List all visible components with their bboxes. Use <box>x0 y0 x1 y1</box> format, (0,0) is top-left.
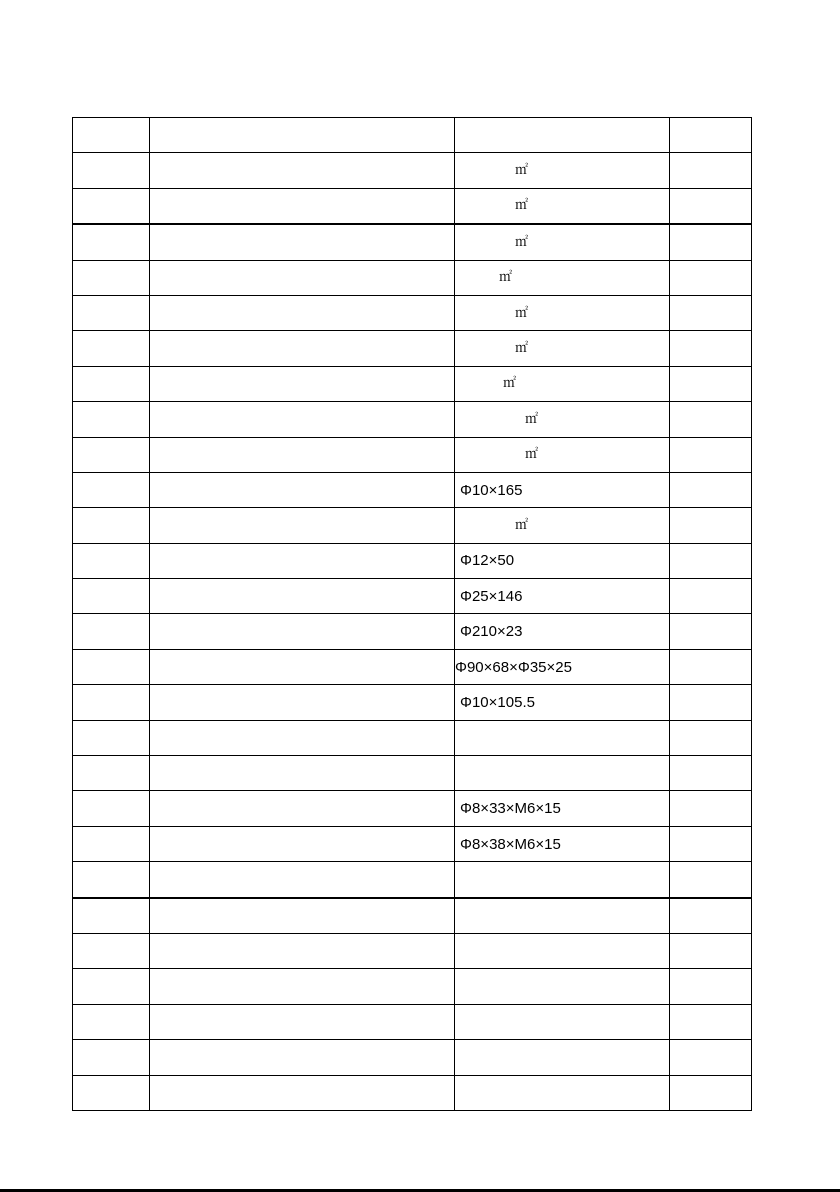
unit-square-meter: ㎡ <box>515 517 529 533</box>
index-cell <box>73 862 150 898</box>
table-row <box>73 756 752 791</box>
spec-dimension: Φ12×50 <box>460 552 515 570</box>
unit-square-meter: ㎡ <box>515 163 529 179</box>
spec-dimension: Φ8×33×M6×15 <box>460 800 561 818</box>
table-row <box>73 614 752 649</box>
table-row <box>73 118 752 153</box>
qty-cell <box>670 402 752 437</box>
spec-cell <box>455 543 670 578</box>
spec-cell <box>455 437 670 472</box>
index-cell <box>73 579 150 614</box>
index-cell <box>73 224 150 260</box>
table-row <box>73 933 752 968</box>
table-row <box>73 295 752 330</box>
index-cell <box>73 366 150 401</box>
qty-cell <box>670 898 752 934</box>
spec-cell <box>455 933 670 968</box>
table-row <box>73 898 752 934</box>
spec-cell <box>455 579 670 614</box>
table-row <box>73 366 752 401</box>
name-cell <box>150 1040 455 1075</box>
spec-cell <box>455 224 670 260</box>
index-cell <box>73 649 150 684</box>
name-cell <box>150 826 455 861</box>
qty-cell <box>670 791 752 826</box>
table-row <box>73 260 752 295</box>
index-cell <box>73 1040 150 1075</box>
qty-cell <box>670 579 752 614</box>
index-cell <box>73 472 150 507</box>
table-row <box>73 153 752 188</box>
name-cell <box>150 969 455 1004</box>
table-row <box>73 472 752 507</box>
name-cell <box>150 756 455 791</box>
table-row <box>73 188 752 224</box>
qty-cell <box>670 224 752 260</box>
spec-cell <box>455 862 670 898</box>
index-cell <box>73 331 150 366</box>
spec-cell <box>455 153 670 188</box>
spec-cell <box>455 791 670 826</box>
qty-cell <box>670 933 752 968</box>
spec-cell <box>455 720 670 755</box>
table-row <box>73 543 752 578</box>
name-cell <box>150 118 455 153</box>
qty-cell <box>670 1004 752 1039</box>
qty-cell <box>670 118 752 153</box>
spec-dimension: Φ10×105.5 <box>460 693 535 711</box>
index-cell <box>73 153 150 188</box>
index-cell <box>73 826 150 861</box>
name-cell <box>150 295 455 330</box>
index-cell <box>73 898 150 934</box>
name-cell <box>150 224 455 260</box>
spec-cell <box>455 614 670 649</box>
qty-cell <box>670 685 752 720</box>
spec-cell <box>455 685 670 720</box>
index-cell <box>73 260 150 295</box>
name-cell <box>150 579 455 614</box>
unit-square-meter: ㎡ <box>525 411 539 427</box>
spec-cell <box>455 1075 670 1110</box>
spec-cell <box>455 295 670 330</box>
index-cell <box>73 1075 150 1110</box>
spec-cell <box>455 331 670 366</box>
index-cell <box>73 933 150 968</box>
spec-cell <box>455 649 670 684</box>
index-cell <box>73 402 150 437</box>
index-cell <box>73 295 150 330</box>
index-cell <box>73 188 150 224</box>
spec-cell <box>455 366 670 401</box>
qty-cell <box>670 969 752 1004</box>
name-cell <box>150 543 455 578</box>
table-row <box>73 862 752 898</box>
spec-cell <box>455 472 670 507</box>
table-row <box>73 720 752 755</box>
name-cell <box>150 366 455 401</box>
table-row <box>73 969 752 1004</box>
spec-cell <box>455 118 670 153</box>
index-cell <box>73 756 150 791</box>
index-cell <box>73 791 150 826</box>
qty-cell <box>670 543 752 578</box>
table-row <box>73 791 752 826</box>
qty-cell <box>670 614 752 649</box>
table-row <box>73 826 752 861</box>
qty-cell <box>670 720 752 755</box>
spec-cell <box>455 1040 670 1075</box>
name-cell <box>150 720 455 755</box>
name-cell <box>150 614 455 649</box>
index-cell <box>73 118 150 153</box>
name-cell <box>150 1004 455 1039</box>
index-cell <box>73 1004 150 1039</box>
name-cell <box>150 791 455 826</box>
name-cell <box>150 933 455 968</box>
spec-cell <box>455 898 670 934</box>
unit-square-meter: ㎡ <box>515 305 529 321</box>
qty-cell <box>670 826 752 861</box>
qty-cell <box>670 1040 752 1075</box>
unit-square-meter: ㎡ <box>515 198 529 214</box>
table-row <box>73 685 752 720</box>
table-row <box>73 1075 752 1110</box>
name-cell <box>150 260 455 295</box>
qty-cell <box>670 153 752 188</box>
spec-cell <box>455 188 670 224</box>
name-cell <box>150 153 455 188</box>
name-cell <box>150 508 455 543</box>
spec-cell <box>455 260 670 295</box>
qty-cell <box>670 437 752 472</box>
index-cell <box>73 720 150 755</box>
name-cell <box>150 437 455 472</box>
spec-table <box>72 117 752 1111</box>
index-cell <box>73 614 150 649</box>
unit-square-meter: ㎡ <box>515 341 529 357</box>
table-row <box>73 331 752 366</box>
table-row <box>73 579 752 614</box>
spec-cell <box>455 826 670 861</box>
unit-square-meter: ㎡ <box>499 270 513 286</box>
qty-cell <box>670 188 752 224</box>
table-row <box>73 437 752 472</box>
qty-cell <box>670 756 752 791</box>
index-cell <box>73 685 150 720</box>
spec-dimension: Φ25×146 <box>460 587 523 605</box>
name-cell <box>150 649 455 684</box>
name-cell <box>150 1075 455 1110</box>
qty-cell <box>670 331 752 366</box>
qty-cell <box>670 260 752 295</box>
table-row <box>73 649 752 684</box>
name-cell <box>150 862 455 898</box>
spec-cell <box>455 508 670 543</box>
index-cell <box>73 508 150 543</box>
name-cell <box>150 402 455 437</box>
unit-square-meter: ㎡ <box>503 376 517 392</box>
index-cell <box>73 543 150 578</box>
table-row <box>73 402 752 437</box>
index-cell <box>73 437 150 472</box>
qty-cell <box>670 862 752 898</box>
spec-cell <box>455 969 670 1004</box>
name-cell <box>150 331 455 366</box>
index-cell <box>73 969 150 1004</box>
name-cell <box>150 898 455 934</box>
name-cell <box>150 685 455 720</box>
qty-cell <box>670 472 752 507</box>
name-cell <box>150 188 455 224</box>
table-row <box>73 1004 752 1039</box>
qty-cell <box>670 295 752 330</box>
spec-cell <box>455 402 670 437</box>
spec-cell <box>455 1004 670 1039</box>
unit-square-meter: ㎡ <box>525 447 539 463</box>
spec-cell <box>455 756 670 791</box>
table-row <box>73 1040 752 1075</box>
qty-cell <box>670 508 752 543</box>
spec-dimension: Φ210×23 <box>460 623 523 641</box>
qty-cell <box>670 649 752 684</box>
unit-square-meter: ㎡ <box>515 234 529 250</box>
spec-dimension: Φ90×68×Φ35×25 <box>455 658 572 676</box>
name-cell <box>150 472 455 507</box>
spec-dimension: Φ10×165 <box>460 481 523 499</box>
table-row <box>73 508 752 543</box>
qty-cell <box>670 1075 752 1110</box>
qty-cell <box>670 366 752 401</box>
spec-dimension: Φ8×38×M6×15 <box>460 835 561 853</box>
table-row <box>73 224 752 260</box>
